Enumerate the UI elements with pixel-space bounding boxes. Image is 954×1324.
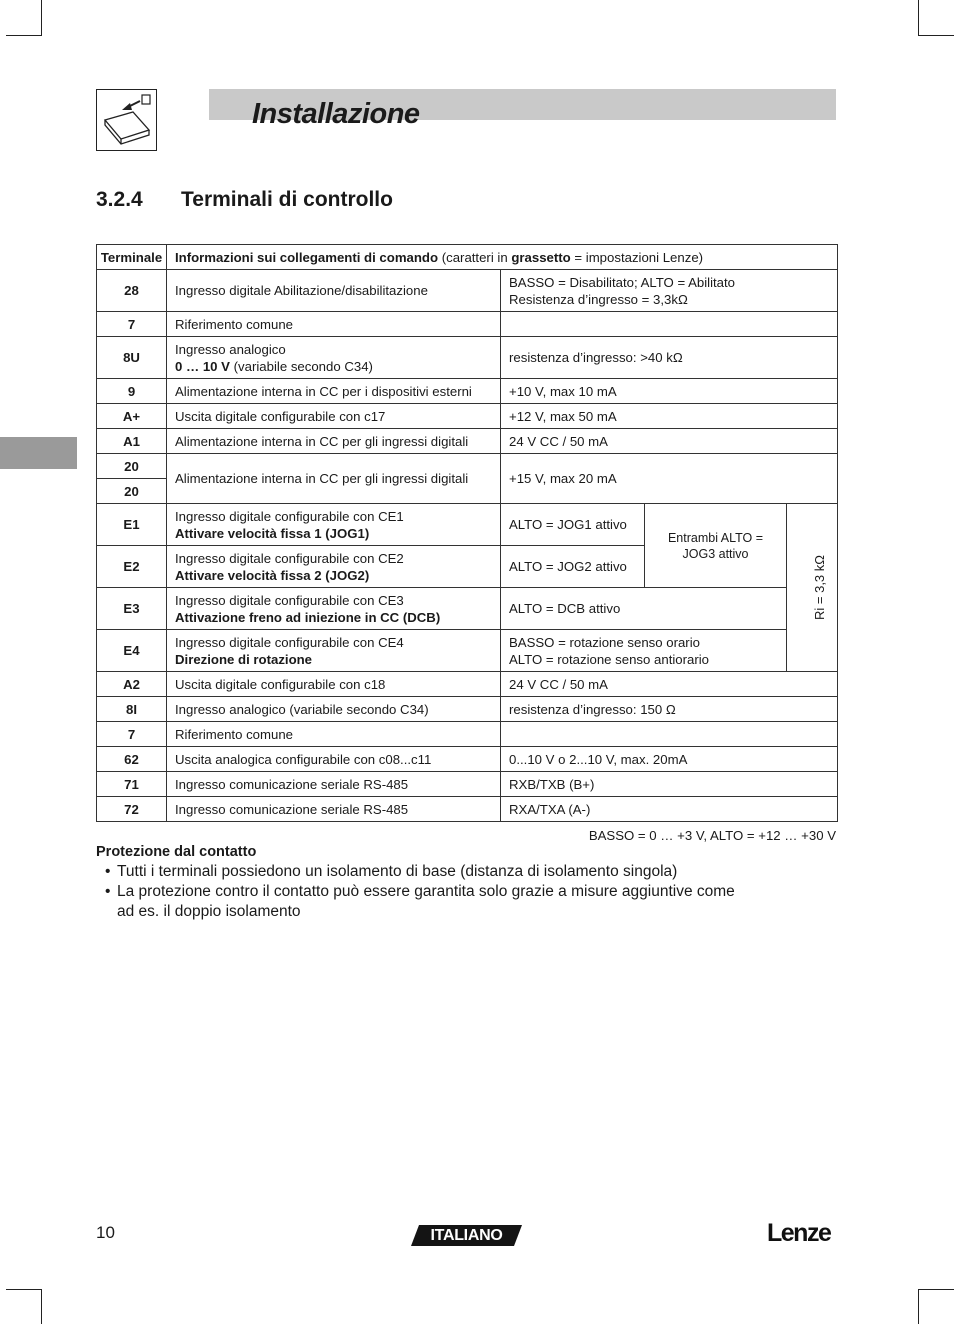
terminal-id: 7 (97, 722, 167, 747)
terminal-description: Ingresso digitale configurabile con CE4 Direzione di rotazione (167, 630, 501, 672)
terminal-id: 20 (97, 454, 167, 479)
crop-mark (6, 35, 42, 36)
table-row (97, 747, 838, 772)
terminal-description: Ingresso digitale configurabile con CE3 Attivazione freno ad iniezione in CC (DCB) (167, 588, 501, 630)
terminal-value: resistenza d’ingresso: >40 kΩ (501, 337, 838, 379)
terminal-value: BASSO = rotazione senso orario ALTO = rotazione senso antiorario (501, 630, 787, 672)
crop-mark (41, 0, 42, 35)
column-header-info: Informazioni sui collegamenti di comando (caratteri in grassetto = impostazioni Lenze) (167, 245, 838, 270)
terminal-description: Alimentazione interna in CC per gli ingressi digitali (167, 429, 501, 454)
terminal-value (501, 312, 838, 337)
terminal-table (96, 244, 838, 822)
terminal-value: 0...10 V o 2...10 V, max. 20mA (501, 747, 838, 772)
terminal-value: +12 V, max 50 mA (501, 404, 838, 429)
terminal-id: E2 (97, 546, 167, 588)
crop-mark (6, 1289, 42, 1290)
crop-mark (918, 1289, 954, 1290)
table-row (97, 588, 838, 630)
install-module-icon (96, 89, 157, 151)
terminal-value: +15 V, max 20 mA (501, 454, 838, 504)
list-item: • La protezione contro il contatto può essere garantita solo grazie a misure aggiuntive come ad es. il doppio isolamento (105, 883, 735, 920)
terminal-description: Uscita digitale configurabile con c17 (167, 404, 501, 429)
terminal-description: Ingresso digitale Abilitazione/disabilitazione (167, 270, 501, 312)
terminal-description: Ingresso digitale configurabile con CE2 Attivare velocità fissa 2 (JOG2) (167, 546, 501, 588)
terminal-description: Ingresso analogico 0 … 10 V (variabile secondo C34) (167, 337, 501, 379)
terminal-id: 20 (97, 479, 167, 504)
column-header-terminal: Terminale (97, 245, 167, 270)
bullet-icon: • (105, 863, 111, 880)
terminal-value (501, 722, 838, 747)
terminal-description: Uscita digitale configurabile con c18 (167, 672, 501, 697)
protection-list (105, 862, 805, 922)
table-row (97, 504, 838, 546)
terminal-description: Riferimento comune (167, 312, 501, 337)
table-row (97, 772, 838, 797)
table-row (97, 672, 838, 697)
brand-logo: Lenze (767, 1219, 831, 1247)
terminal-id: 28 (97, 270, 167, 312)
terminal-value: +10 V, max 10 mA (501, 379, 838, 404)
terminal-value: ALTO = JOG2 attivo (501, 546, 645, 588)
table-header-row (97, 245, 838, 270)
terminal-id: A2 (97, 672, 167, 697)
table-row (97, 429, 838, 454)
table-row (97, 312, 838, 337)
terminal-description: Alimentazione interna in CC per gli ingressi digitali (167, 454, 501, 504)
terminal-id: A+ (97, 404, 167, 429)
terminal-value: BASSO = Disabilitato; ALTO = Abilitato Resistenza d’ingresso = 3,3kΩ (501, 270, 838, 312)
terminal-id: 72 (97, 797, 167, 822)
table-row (97, 337, 838, 379)
terminal-description: Ingresso digitale configurabile con CE1 Attivare velocità fissa 1 (JOG1) (167, 504, 501, 546)
page-header-title: Installazione (252, 98, 420, 130)
page-number: 10 (96, 1223, 115, 1242)
terminal-id: 8I (97, 697, 167, 722)
section-title: Terminali di controllo (181, 188, 393, 211)
table-row (97, 697, 838, 722)
signal-levels-note: BASSO = 0 … +3 V, ALTO = +12 … +30 V (588, 828, 836, 843)
terminal-value: RXA/TXA (A-) (501, 797, 838, 822)
terminal-description: Uscita analogica configurabile con c08...c11 (167, 747, 501, 772)
terminal-id: 62 (97, 747, 167, 772)
table-row (97, 797, 838, 822)
terminal-value: 24 V CC / 50 mA (501, 429, 838, 454)
terminal-id: 71 (97, 772, 167, 797)
table-row (97, 722, 838, 747)
bullet-icon: • (105, 883, 111, 900)
jog3-note: Entrambi ALTO = JOG3 attivo (645, 504, 787, 588)
language-label: ITALIANO (430, 1227, 503, 1244)
crop-mark (918, 35, 954, 36)
table-row (97, 404, 838, 429)
terminal-description: Ingresso comunicazione seriale RS-485 (167, 772, 501, 797)
terminal-id: 9 (97, 379, 167, 404)
list-item: • Tutti i terminali possiedono un isolamento di base (distanza di isolamento singola) (105, 863, 678, 880)
terminal-id: A1 (97, 429, 167, 454)
chapter-tab (0, 437, 77, 469)
table-row (97, 630, 838, 672)
crop-mark (918, 1289, 919, 1324)
terminal-description: Ingresso analogico (variabile secondo C34) (167, 697, 501, 722)
table-row (97, 454, 838, 479)
terminal-id: E4 (97, 630, 167, 672)
crop-mark (41, 1289, 42, 1324)
terminal-id: E1 (97, 504, 167, 546)
terminal-value: resistenza d’ingresso: 150 Ω (501, 697, 838, 722)
terminal-value: ALTO = JOG1 attivo (501, 504, 645, 546)
terminal-description: Alimentazione interna in CC per i dispositivi esterni (167, 379, 501, 404)
terminal-value: 24 V CC / 50 mA (501, 672, 838, 697)
terminal-value: RXB/TXB (B+) (501, 772, 838, 797)
terminal-id: 7 (97, 312, 167, 337)
table-row (97, 270, 838, 312)
terminal-id: 8U (97, 337, 167, 379)
terminal-value: ALTO = DCB attivo (501, 588, 787, 630)
table-row (97, 379, 838, 404)
terminal-description: Ingresso comunicazione seriale RS-485 (167, 797, 501, 822)
protection-title: Protezione dal contatto (96, 844, 257, 860)
terminal-id: E3 (97, 588, 167, 630)
crop-mark (918, 0, 919, 35)
section-number: 3.2.4 (96, 188, 143, 211)
terminal-description: Riferimento comune (167, 722, 501, 747)
input-resistance-note: Ri = 3,3 kΩ (787, 504, 838, 672)
